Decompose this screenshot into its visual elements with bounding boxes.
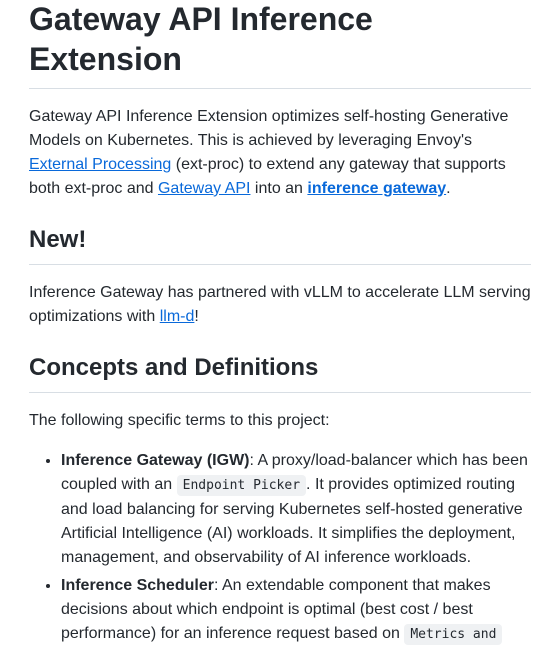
intro-text-4: . — [446, 180, 451, 197]
term-text-1: : An extendable component that makes decisions about which endpoint is optimal (best cost / best performance) for an inference request based on — [61, 577, 491, 642]
llm-d-link[interactable]: llm-d — [159, 308, 195, 325]
new-text-1: Inference Gateway has partnered with vLLM to accelerate LLM serving optimizations with — [29, 284, 531, 325]
concepts-heading: Concepts and Definitions — [29, 353, 531, 393]
terms-list — [29, 449, 531, 647]
term-text-2: . It provides optimized routing and load balancing for serving Kubernetes self-hosted generative Artificial Intelligence (AI) workloads. It simplifies the deployment, management, and observability of AI inference workloads. — [61, 476, 523, 566]
term-name: Inference Scheduler — [61, 577, 214, 594]
term-name: Inference Gateway (IGW) — [61, 452, 250, 469]
inference-gateway-link[interactable]: inference gateway — [307, 180, 447, 197]
list-item — [61, 449, 531, 570]
readme-content — [29, 0, 531, 651]
intro-paragraph — [29, 105, 531, 201]
new-heading: New! — [29, 225, 531, 265]
list-item — [61, 574, 531, 647]
gateway-api-link[interactable]: Gateway API — [157, 180, 251, 197]
external-processing-link[interactable]: External Processing — [29, 156, 172, 173]
new-text-2: ! — [194, 308, 199, 325]
term-text-1: : A proxy/load-balancer which has been coupled with an — [61, 452, 528, 493]
inline-code: Metrics and — [404, 624, 502, 645]
new-paragraph — [29, 281, 531, 329]
inline-code: Endpoint Picker — [177, 475, 306, 496]
intro-text-2: (ext-proc) to extend any gateway that supports both ext-proc and — [29, 156, 506, 197]
intro-text-3: into an — [250, 180, 308, 197]
intro-text-1: Gateway API Inference Extension optimizes self-hosting Generative Models on Kubernetes. This is achieved by leveraging Envoy's — [29, 108, 509, 149]
page-title: Gateway API Inference Extension — [29, 0, 531, 89]
concepts-lead: The following specific terms to this project: — [29, 412, 330, 429]
